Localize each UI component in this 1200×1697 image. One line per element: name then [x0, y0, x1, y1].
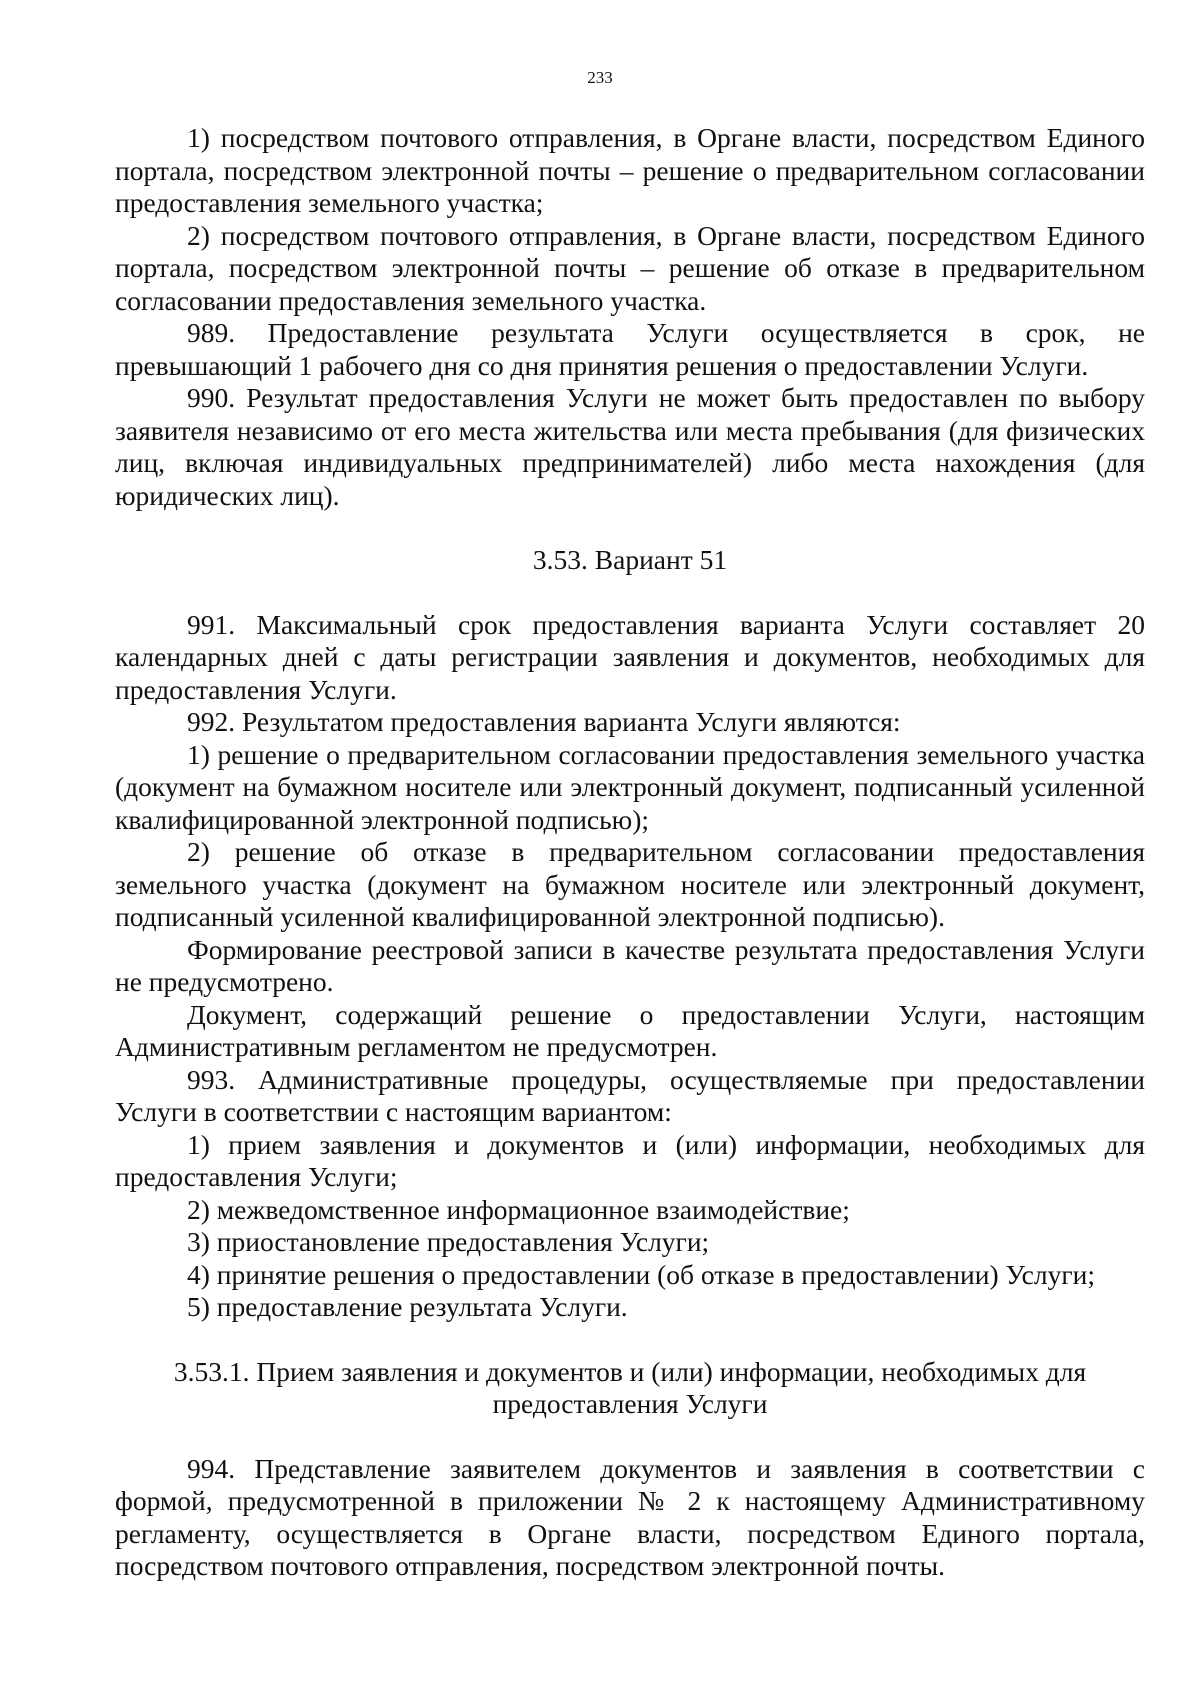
list-item: 4) принятие решения о предоставлении (об отказе в предоставлении) Услуги; — [187, 1258, 1095, 1290]
paragraph: 1) посредством почтового отправления, в Органе власти, посредством Единого портала, посредством электронной почты – решение о предварительном согласовании предоставления земельного участка; — [115, 122, 1145, 218]
list-item: 1) решение о предварительном согласовании предоставления земельного участка (документ на бумажном носителе или электронный документ, подписанный усиленной квалифицированной электронной подписью); — [115, 738, 1145, 835]
subsection-heading-line: предоставления Услуги — [492, 1388, 768, 1419]
list-item: 2) решение об отказе в предварительном согласовании предоставления земельного участка (документ на бумажном носителе или электронный документ, подписанный усиленной квалифицированной электронной подписью). — [115, 836, 1145, 932]
section-heading: 3.53. Вариант 51 — [532, 544, 728, 575]
paragraph: Формирование реестровой записи в качестве результата предоставления Услуги не предусмотрено. — [115, 933, 1145, 997]
paragraph: 989. Предоставление результата Услуги осуществляется в срок, не превышающий 1 рабочего дня со дня принятия решения о предоставлении Услуги. — [115, 317, 1145, 381]
list-item: 1) прием заявления и документов и (или) информации, необходимых для предоставления Услуги; — [115, 1128, 1145, 1192]
paragraph: 994. Представление заявителем документов и заявления в соответствии с формой, предусмотренной в приложении № 2 к настоящему Административному регламенту, осуществляется в Органе власти, посредством Единого портала, посредством почтового отправления, посредством электронной почты. — [115, 1452, 1145, 1581]
paragraph: 991. Максимальный срок предоставления варианта Услуги составляет 20 календарных дней с даты регистрации заявления и документов, необходимых для предоставления Услуги. — [115, 608, 1145, 705]
paragraph: 993. Административные процедуры, осуществляемые при предоставлении Услуги в соответствии с настоящим вариантом: — [115, 1063, 1145, 1127]
paragraph: Документ, содержащий решение о предоставлении Услуги, настоящим Административным регламентом не предусмотрен. — [115, 998, 1145, 1062]
subsection-heading — [115, 1356, 1145, 1421]
list-item: 3) приостановление предоставления Услуги; — [187, 1226, 710, 1257]
document-body — [115, 122, 1145, 1583]
paragraph: 2) посредством почтового отправления, в Органе власти, посредством Единого портала, посредством электронной почты – решение об отказе в предварительном согласовании предоставления земельного участка. — [115, 219, 1145, 316]
list-item: 2) межведомственное информационное взаимодействие; — [187, 1193, 850, 1225]
list-item: 5) предоставление результата Услуги. — [187, 1291, 628, 1322]
subsection-heading-line: 3.53.1. Прием заявления и документов и (или) информации, необходимых для — [173, 1355, 1087, 1387]
page-number: 233 — [587, 68, 613, 87]
paragraph: 990. Результат предоставления Услуги не может быть предоставлен по выбору заявителя независимо от его места жительства или места пребывания (для физических лиц, включая индивидуальных предпринимателей) либо места нахождения (для юридических лиц). — [115, 382, 1145, 511]
paragraph: 992. Результатом предоставления варианта Услуги являются: — [187, 706, 901, 737]
